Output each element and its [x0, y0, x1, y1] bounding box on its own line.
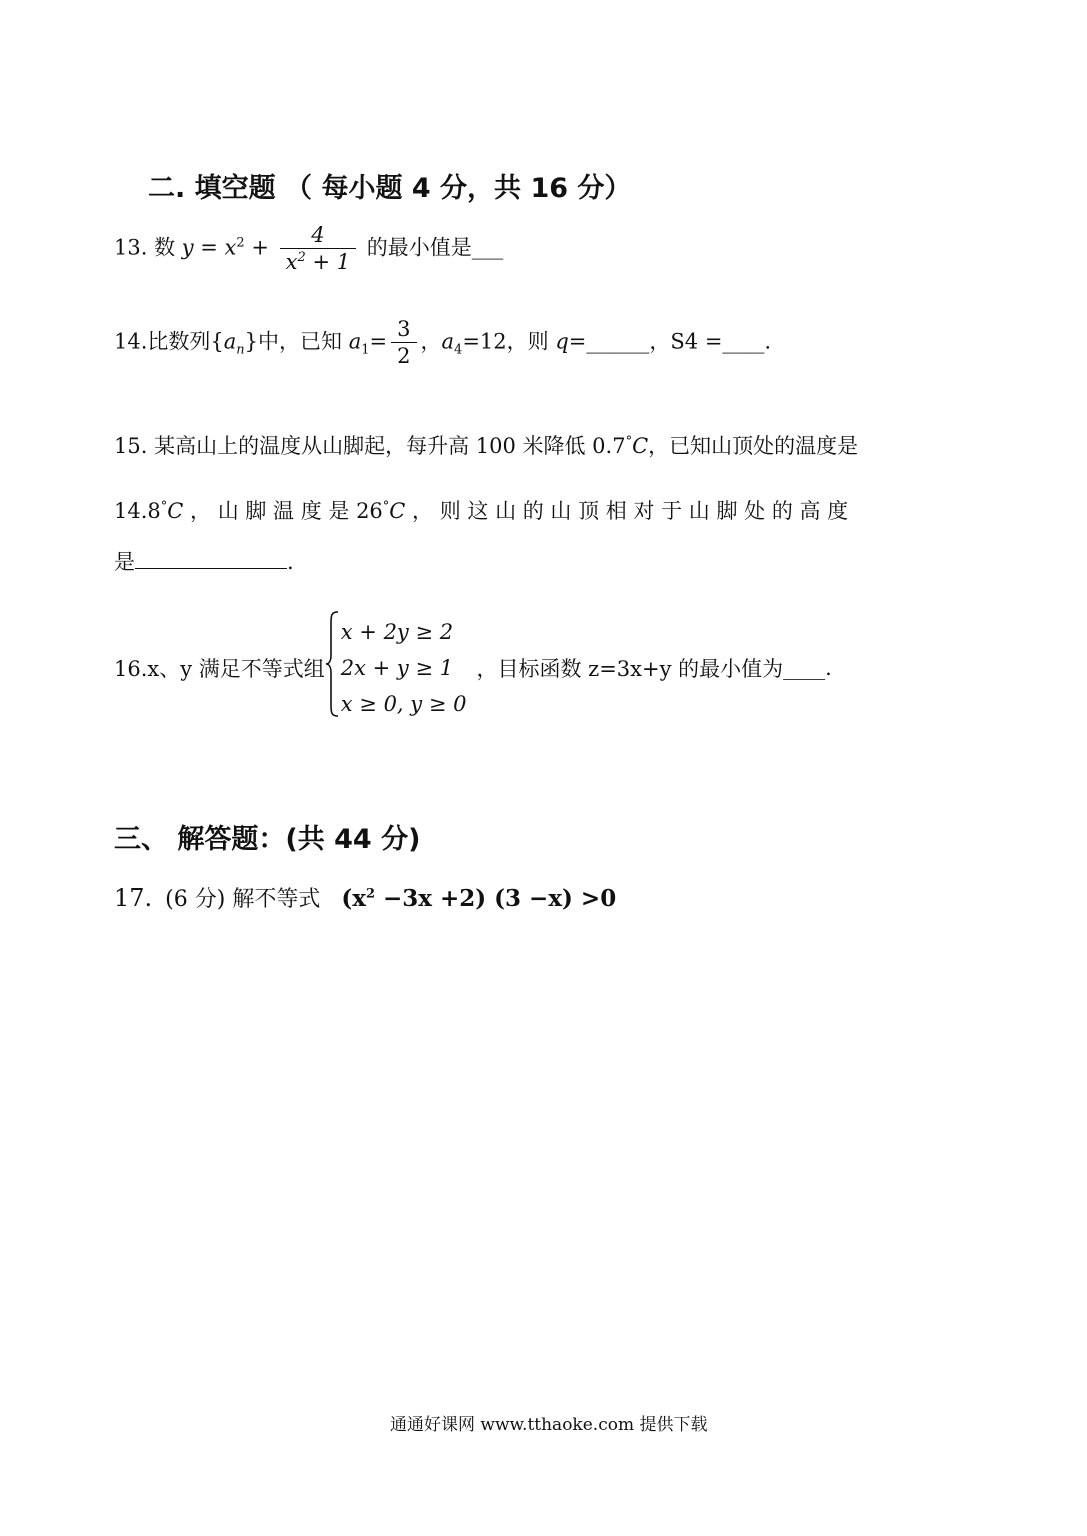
q14-a1: a [348, 329, 362, 354]
q17-expr-exponent: 2 [365, 886, 375, 902]
question-15-line-2 [114, 495, 848, 525]
q17-expression [341, 885, 616, 912]
q14-end: . [764, 329, 772, 354]
q13-function-left: y = x [181, 235, 237, 260]
q14-fraction-numerator: 3 [391, 316, 416, 343]
q15-degree-3: ° [382, 499, 390, 514]
q14-eq: = [369, 329, 388, 354]
q13-den-x: x [285, 250, 298, 275]
q13-fraction-denominator [280, 249, 356, 275]
q13-fraction [280, 222, 356, 276]
q13-den-rest: + 1 [305, 250, 351, 275]
q14-prefix: 14.比数列{ [114, 329, 224, 354]
q16-inequality-system [325, 614, 467, 722]
question-13 [114, 222, 503, 276]
q15-answer-blank[interactable] [135, 548, 287, 569]
q17-points: (6 分) 解不等式 [165, 887, 321, 912]
q15-degree-1: ° [625, 434, 633, 449]
q16-brace [325, 610, 339, 718]
q14-a4-value: =12，则 [462, 329, 556, 354]
q14-a4: a [441, 329, 455, 354]
q15-line1-end: ，已知山顶处的温度是 [648, 434, 859, 458]
q16-inequality-2: 2x + y ≥ 1 [340, 656, 454, 680]
q15-top-temp: 14.8 [114, 499, 161, 523]
q15-line1-text: 15. 某高山上的温度从山脚起，每升高 100 米降低 0.7 [114, 434, 626, 458]
question-16 [114, 614, 832, 722]
question-17 [114, 882, 616, 913]
q15-line2-end: ， 则 这 山 的 山 顶 相 对 于 山 脚 处 的 高 度 [405, 499, 849, 523]
q15-end: . [287, 550, 294, 574]
q16-suffix: ，目标函数 z=3x+y 的最小值为 [476, 657, 784, 681]
q17-expr-part-b: −3x +2) (3 −x) >0 [374, 885, 617, 912]
q13-plus: + [251, 235, 276, 260]
q13-exponent: 2 [236, 235, 245, 251]
q14-seq-sub: n [236, 342, 245, 358]
q16-inequality-3: x ≥ 0, y ≥ 0 [340, 692, 467, 716]
q15-celsius-1: C [632, 434, 649, 458]
q15-line3-text: 是 [114, 550, 135, 574]
q14-mid: }中，已知 [244, 329, 349, 354]
q13-den-exp: 2 [297, 250, 306, 266]
section-2-heading: 二. 填空题 （ 每小题 4 分，共 16 分） [148, 173, 632, 204]
q16-prefix: 16.x、y 满足不等式组 [114, 657, 325, 681]
q13-fraction-numerator: 4 [280, 222, 356, 249]
q13-suffix: 的最小值是 [366, 235, 472, 260]
q14-a1-sub: 1 [361, 342, 370, 358]
question-15-line-1 [114, 430, 858, 460]
q17-number: 17. [114, 884, 153, 912]
q14-q-var: q [555, 329, 569, 354]
q15-celsius-2: C [167, 499, 184, 523]
q17-expr-part-a: (x [341, 885, 366, 912]
q14-s4-blank[interactable]: ____ [722, 329, 765, 354]
q16-end: . [825, 656, 832, 680]
q15-degree-2: ° [160, 499, 168, 514]
q16-inequality-1: x + 2y ≥ 2 [340, 620, 454, 644]
q15-line2-mid: ， 山 脚 温 度 是 26 [183, 499, 383, 523]
question-14 [114, 316, 771, 370]
q14-seq-a: a [223, 329, 237, 354]
q13-prefix: 13. 数 [114, 235, 182, 260]
q14-sep1: ， [420, 329, 442, 354]
q14-q-eq: = [568, 329, 587, 354]
q14-fraction-denominator: 2 [397, 344, 411, 369]
section-3-heading: 三、 解答题：(共 44 分) [114, 824, 421, 855]
question-15-line-3 [114, 546, 294, 576]
q14-sep2: ，S4 = [649, 329, 723, 354]
q13-answer-blank[interactable]: ___ [471, 235, 504, 260]
q14-q-blank[interactable]: ______ [586, 329, 650, 354]
q15-celsius-3: C [389, 499, 406, 523]
q14-a4-sub: 4 [454, 342, 463, 358]
footer-source: 通通好课网 www.tthaoke.com 提供下载 [390, 1415, 708, 1435]
q14-fraction [391, 316, 416, 370]
q16-answer-blank[interactable]: ____ [783, 656, 826, 680]
